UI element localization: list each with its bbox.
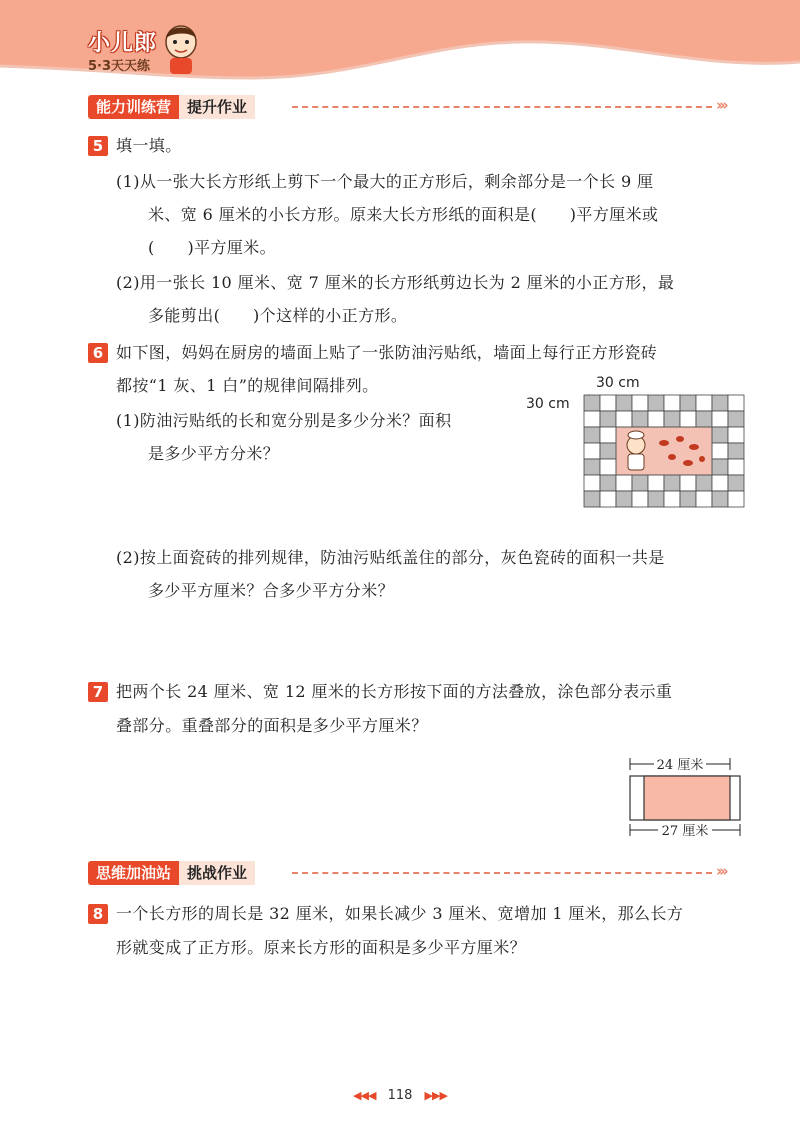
q8-line1: 一个长方形的周长是 32 厘米，如果长减少 3 厘米、宽增加 1 厘米，那么长方 <box>116 904 684 923</box>
q8-line2: 形就变成了正方形。原来长方形的面积是多少平方厘米？ <box>116 938 527 957</box>
tile <box>680 491 696 507</box>
tile <box>584 491 600 507</box>
tile <box>728 427 744 443</box>
tile <box>616 491 632 507</box>
page-number-bar <box>0 1088 800 1103</box>
tile <box>696 491 712 507</box>
tile <box>616 411 632 427</box>
tile <box>712 459 728 475</box>
q6-line1: 如下图，妈妈在厨房的墙面上贴了一张防油污贴纸，墙面上每行正方形瓷砖 <box>116 343 658 362</box>
tile <box>600 459 616 475</box>
tile <box>632 395 648 411</box>
tile-left-label: 30 cm <box>526 396 570 412</box>
tile <box>712 395 728 411</box>
tile <box>728 491 744 507</box>
tile <box>728 443 744 459</box>
tile <box>664 395 680 411</box>
tile <box>600 411 616 427</box>
tile <box>712 443 728 459</box>
q7-line1: 把两个长 24 厘米、宽 12 厘米的长方形按下面的方法叠放，涂色部分表示重 <box>116 682 673 701</box>
tile <box>664 475 680 491</box>
tile <box>712 411 728 427</box>
tile <box>664 491 680 507</box>
tile <box>712 491 728 507</box>
tile <box>696 411 712 427</box>
section-subtitle: 提升作业 <box>179 95 255 119</box>
question-number-5: 5 <box>88 136 108 156</box>
tile <box>664 411 680 427</box>
question-number-8: 8 <box>88 904 108 924</box>
tile <box>616 395 632 411</box>
anti-grease-sticker <box>616 427 712 475</box>
tile <box>584 395 600 411</box>
question-number-6: 6 <box>88 343 108 363</box>
section-header-ability <box>88 94 255 120</box>
tile <box>600 443 616 459</box>
tile <box>728 395 744 411</box>
tile <box>648 475 664 491</box>
mascot-icon <box>160 22 202 76</box>
section-divider <box>292 106 712 108</box>
q6-p1-line2: 是多少平方分米？ <box>148 444 280 463</box>
tile <box>632 475 648 491</box>
page-number: 118 <box>387 1088 413 1103</box>
tile <box>616 475 632 491</box>
tile <box>680 395 696 411</box>
q5-p2-line2: 多能剪出( )个这样的小正方形。 <box>148 306 408 325</box>
tile <box>712 475 728 491</box>
tile-top-label: 30 cm <box>596 375 640 391</box>
q5-p1-line2: 米、宽 6 厘米的小长方形。原来大长方形纸的面积是( )平方厘米或 <box>148 205 659 224</box>
tile <box>648 491 664 507</box>
tile <box>680 475 696 491</box>
section-arrows: ››› <box>716 862 726 880</box>
tile <box>584 427 600 443</box>
overlap-top-label: 24 厘米 <box>656 758 704 773</box>
tile <box>584 443 600 459</box>
tile <box>712 427 728 443</box>
q5-title: 填一填。 <box>116 136 182 155</box>
brand-logo-text: 小儿郎 <box>88 31 158 56</box>
tile <box>632 411 648 427</box>
tile <box>600 395 616 411</box>
tile <box>680 411 696 427</box>
q6-p2-line2: 多少平方厘米？合多少平方分米？ <box>148 581 395 600</box>
q6-p1-line1: (1)防油污贴纸的长和宽分别是多少分米？面积 <box>116 411 452 430</box>
section-tag: 能力训练营 <box>88 95 179 119</box>
tile <box>584 411 600 427</box>
brand-logo <box>88 26 157 74</box>
tile <box>728 475 744 491</box>
q7-line2: 叠部分。重叠部分的面积是多少平方厘米？ <box>116 716 428 735</box>
section-header-thinking <box>88 860 255 886</box>
tile <box>600 491 616 507</box>
tile <box>696 395 712 411</box>
tile <box>632 491 648 507</box>
prev-arrows-icon: ◀◀◀ <box>353 1089 376 1102</box>
tile <box>584 475 600 491</box>
section-subtitle: 挑战作业 <box>179 861 255 885</box>
q6-line2: 都按“1 灰、1 白”的规律间隔排列。 <box>116 376 379 395</box>
overlap-bottom-label: 27 厘米 <box>661 824 709 839</box>
section-arrows: ››› <box>716 96 726 114</box>
section-divider <box>292 872 712 874</box>
tile <box>648 395 664 411</box>
q5-p1-line3: ( )平方厘米。 <box>148 238 277 257</box>
tile <box>728 411 744 427</box>
q6-p2-line1: (2)按上面瓷砖的排列规律，防油污贴纸盖住的部分，灰色瓷砖的面积一共是 <box>116 548 665 567</box>
q5-p2-line1: (2)用一张长 10 厘米、宽 7 厘米的长方形纸剪边长为 2 厘米的小正方形，最 <box>116 273 675 292</box>
tile <box>728 459 744 475</box>
tile <box>584 459 600 475</box>
q5-p1-line1: (1)从一张大长方形纸上剪下一个最大的正方形后，剩余部分是一个长 9 厘 <box>116 172 654 191</box>
next-arrows-icon: ▶▶▶ <box>424 1089 447 1102</box>
section-tag: 思维加油站 <box>88 861 179 885</box>
brand-subtitle: 5·3天天练 <box>88 59 151 74</box>
tile <box>648 411 664 427</box>
tile <box>600 475 616 491</box>
tile-wall-figure <box>520 372 750 522</box>
question-number-7: 7 <box>88 682 108 702</box>
tile <box>696 475 712 491</box>
tile <box>600 427 616 443</box>
overlap-figure <box>620 748 750 844</box>
